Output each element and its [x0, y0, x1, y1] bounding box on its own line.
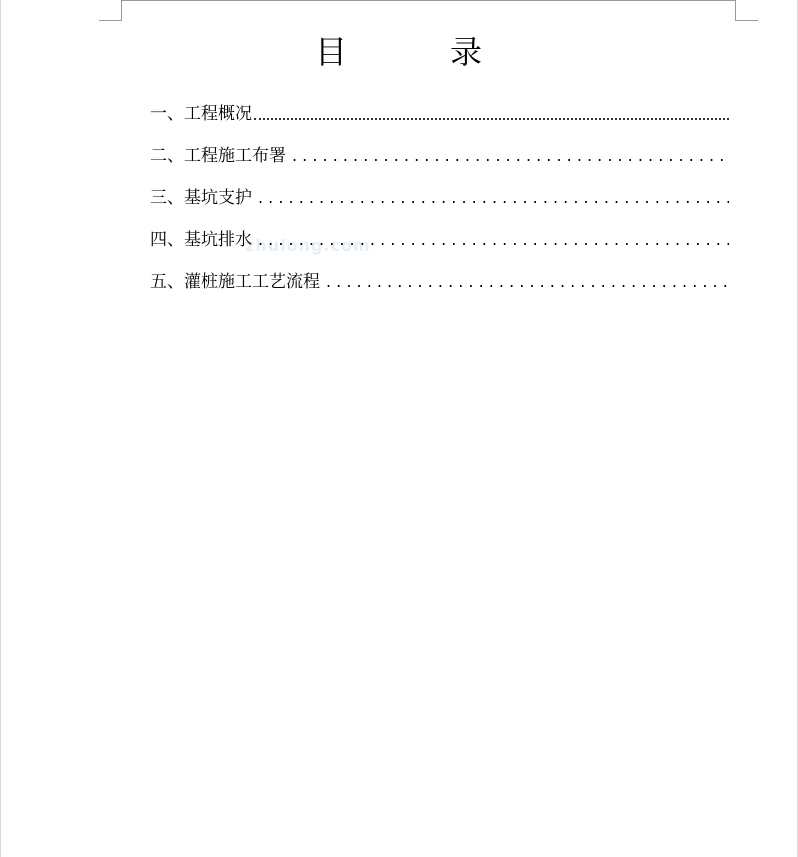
- watermark: zhulong.com: [245, 236, 371, 255]
- page-left-edge: [0, 0, 1, 857]
- toc-dot-leader: [326, 269, 729, 295]
- toc-heading: [300, 30, 500, 74]
- toc-entry[interactable]: [150, 227, 735, 269]
- toc-entry-label: 二、工程施工布署: [150, 146, 286, 166]
- toc-list: [150, 101, 735, 311]
- toc-heading-char-2: 录: [450, 33, 483, 71]
- toc-entry[interactable]: [150, 101, 735, 143]
- toc-entry-label: 五、灌桩施工工艺流程: [150, 272, 320, 292]
- margin-corner-mark-top-left: [121, 0, 122, 21]
- toc-entry-label: 三、基坑支护: [150, 188, 252, 208]
- margin-corner-mark-top-right-h: [736, 20, 758, 21]
- toc-entry-label: 四、基坑排水: [150, 230, 252, 250]
- toc-entry[interactable]: [150, 143, 735, 185]
- toc-entry-label: 一、工程概况: [150, 104, 252, 124]
- toc-entry[interactable]: [150, 269, 735, 311]
- toc-dot-leader: [254, 101, 729, 127]
- margin-corner-mark-top-left-h: [99, 20, 121, 21]
- toc-entry[interactable]: [150, 185, 735, 227]
- toc-dot-leader: [292, 143, 729, 169]
- toc-dot-leader: [258, 227, 729, 253]
- toc-dot-leader: [258, 185, 729, 211]
- margin-corner-mark-top-right: [735, 0, 736, 21]
- toc-heading-char-1: 目: [315, 33, 348, 71]
- header-margin-line: [121, 0, 736, 1]
